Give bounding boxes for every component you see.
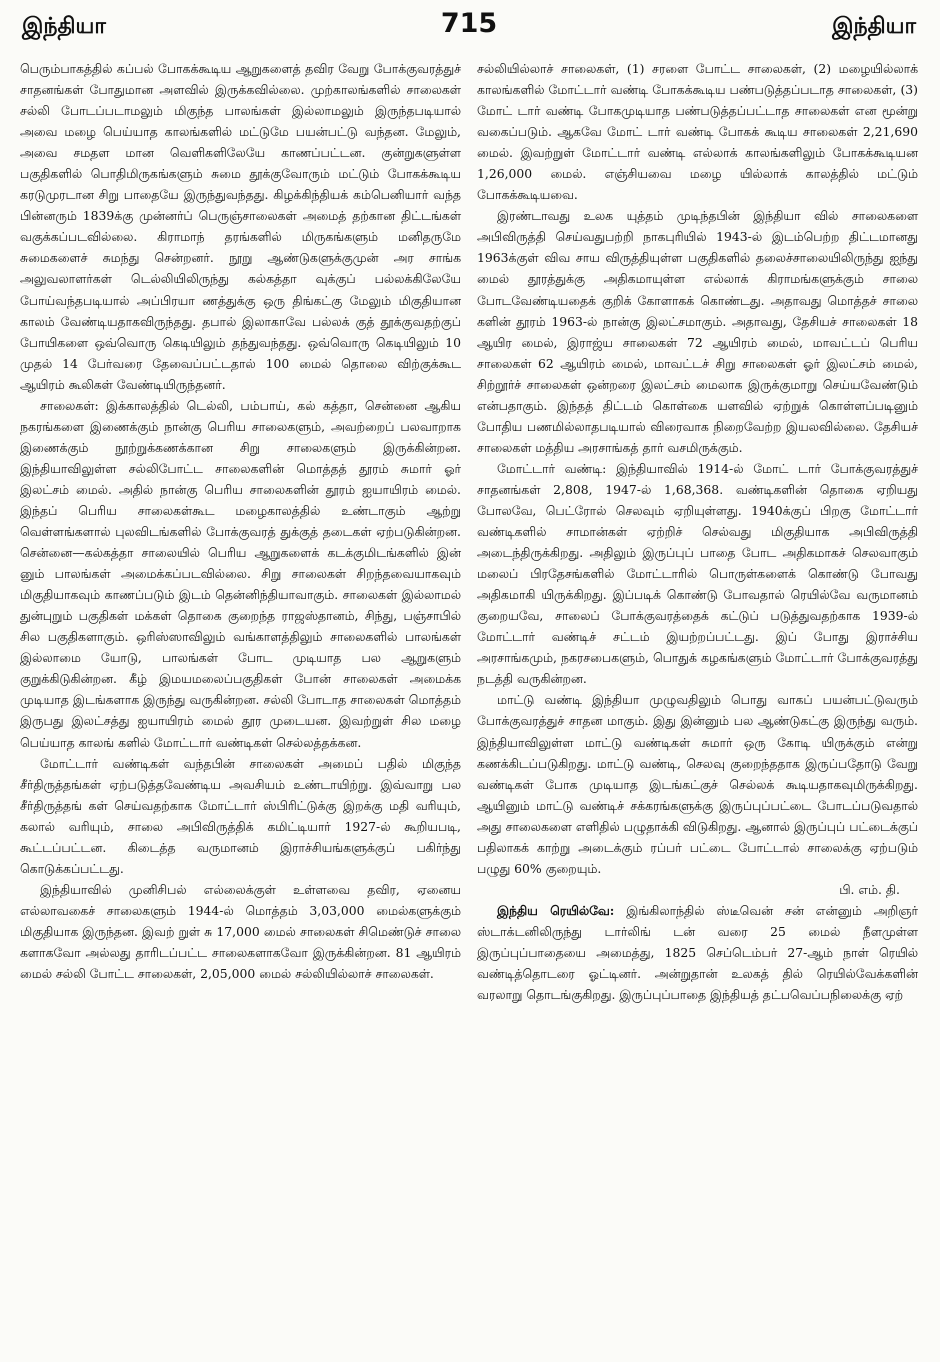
section-heading: இந்திய ரெயில்வே: [497,902,615,918]
paragraph: சாலைகள்: இக்காலத்தில் டெல்லி, பம்பாய், கல் கத்தா, சென்னை ஆகிய நகரங்களை இணைக்கும் நான்கு பெரிய சாலைகளும், அவற்றைப் பலவாறாக இணைக்கும் நூற்றுக்கணக்கான சிறு சாலைகளும் இருக்கின்றன. இந்தியாவிலுள்ள சல்லிபோட்ட சாலைகளின் மொத்தத் தூரம் சுமார் ஓர் இலட்சம் மைல். அதில் நான்கு பெரிய சாலைகளின் தூரம் ஐயாயிரம் மைல். இந்தப் பெரிய சாலைகள்கூட மழைகாலத்தில் உண்டாகும் ஆற்று வெள்ளங்களால் புலவிடங்களில் போக்குவரத் துக்குத் தடைகள் ஏற்படுகின்றன. சென்னை—கல்கத்தா சாலையில் பெரிய ஆறுகளைக் கடக்குமிடங்களில் இன் னும் பாலங்கள் அமைக்கப்படவில்லை. சிறு சாலைகள் சிறந்தவையாகவும் மிகுதியாகவும் காணப்படும் இடம் தென்னிந்தியாவாகும். சாலைகள் இல்லாமல் துன்புறும் பகுதிகள் மக்கள் தொகை குறைந்த ராஜஸ்தானம், சிந்து, பஞ்சாபில் சில பகுதிகளாகும். ஒரிஸ்ஸாவிலும் வங்காளத்திலும் சாலைகளில் பாலங்கள் இல்லாமை யோடு, பாலங்கள் போட முடியாத பல ஆறுகளும் குறுக்கிடுகின்றன. கீழ் இமயமலைப்பகுதிகள் போன் சாலைகள் அமைக்க முடியாத இடங்களாக இருந்து வருகின்றன. சல்லி போடாத சாலைகள் மொத்தம் இருபது இலட்சத்து ஐயாயிரம் மைல் தூர முடையன. இவற்றுள் சில மழை பெய்யாத காலங் களில் மோட்டார் வண்டிகள் செல்லத்தக்கன. [20,397,461,750]
author-initials: பி. எம். தி. [839,881,900,897]
paragraph: மோட்டார் வண்டி: இந்தியாவில் 1914-ல் மோட் டார் போக்குவரத்துச் சாதனங்கள் 2,808, 1947-ல் 1,68,368. வண்டிகளின் தொகை ஏறியது போலவே, பெட்ரோல் செலவும் ஏறியுள்ளது. 1940க்குப் பிறகு மோட்டார் வண்டிகளில் சாமான்கள் ஏற்றிச் செல்வது மிகுதியாக அபிவிருத்தி அடைந்திருக்கிறது. அதிலும் இருப்புப் பாதை போட அதிகமாகச் செலவாகும் மலைப் பிரதேசங்களில் மோட்டாரில் பொருள்களைக் கொண்டு போவது அதிகமாகி யிருக்கிறது. இப்படிக் கொண்டு போவதால் ரெயில்வே வருமானம் குறையவே, சாலைப் போக்குவரத்தைக் கட்டுப் படுத்துவதற்காக 1939-ல் மோட்டார் வண்டிச் சட்டம் இயற்றப்பட்டது. இப் போது இராச்சிய அரசாங்கமும், நகரசபைகளும், பொதுக் கழகங்களும் மோட்டார் போக்குவரத்து நடத்தி வருகின்றன. [477,460,918,687]
railway-paragraph [477,900,918,1005]
paragraph: இந்தியாவில் முனிசிபல் எல்லைக்குள் உள்ளவை தவிர, ஏனைய எல்லாவகைச் சாலைகளும் 1944-ல் மொத்தம் 3,03,000 மைல்களுக்கும் மிகுதியாக இருந்தன. இவற் றுள் சு 17,000 மைல் சாலைகள் சிமெண்டுச் சாலை களாகவோ அல்லது தாரிடப்பட்ட சாலைகளாகவோ இருக்கின்றன. 81 ஆயிரம் மைல் சல்லி போட்ட சாலைகள், 2,05,000 மைல் சல்லியில்லாச் சாலைகள். [20,881,461,982]
railway-text: இங்கிலாந்தில் ஸ்டீவென் சன் என்னும் அறிஞர் ஸ்டாக்டனிலிருந்து டார்லிங் டன் வரை 25 மைல் நீளமுள்ள இருப்புப்பாதையை அமைத்து, 1825 செப்டெம்பர் 27-ஆம் நாள் ரெயில் வண்டித்தொடரை ஓட்டினர். அன்றுதான் உலகத் தில் ரெயில்வேக்களின் வரலாறு தொடங்குகிறது. இருப்புப்பாதை இந்தியத் தட்பவெப்பநிலைக்கு ஏற் [477,902,918,1003]
right-column [477,58,918,1005]
left-column [20,58,461,1005]
running-head-right: இந்தியா [832,14,916,39]
text-columns [20,58,918,1005]
paragraph: மோட்டார் வண்டிகள் வந்தபின் சாலைகள் அமைப் பதில் மிகுந்த சீர்திருத்தங்கள் ஏற்படுத்தவேண்டிய அவசியம் உண்டாயிற்று. இவ்வாறு பல சீர்திருத்தங் கள் செய்வதற்காக மோட்டார் ஸ்பிரிட்டுக்கு இறக்கு மதி வரியும், கலால் வரியும், சாலை அபிவிருத்திக் கமிட்டியார் 1927-ல் கூறியபடி, கூட்டப்பட்டன. கிடைத்த வருமானம் இராச்சியங்களுக்குப் பகிர்ந்து கொடுக்கப்பட்டது. [20,755,461,876]
paragraph: சல்லியில்லாச் சாலைகள், (1) சரளை போட்ட சாலைகள், (2) மழையில்லாக் காலங்களில் மோட்டார் வண்டி போகக்கூடிய பண்படுத்தப்படாத சாலைகள், (3) மோட் டார் வண்டி போகமுடியாத பண்படுத்தப்பட்டாத சாலைகள் என மூன்று வகைப்படும். ஆகவே மோட் டார் வண்டி போகக் கூடிய சாலைகள் 2,21,690 மைல். இவற்றுள் மோட்டார் வண்டி எல்லாக் காலங்களிலும் போகக்கூடியன 1,26,000 மைல். எஞ்சியவை மழை யில்லாக் காலத்தில் மட்டும் போகக்கூடியவை. [477,61,918,203]
page-number: 715 [440,8,498,39]
running-head-left: இந்தியா [22,14,106,39]
paragraph: இரண்டாவது உலக யுத்தம் முடிந்தபின் இந்தியா வில் சாலைகளை அபிவிருத்தி செய்வதுபற்றி நாகபுரியில் 1943-ல் இடம்பெற்ற திட்டமானது 1963க்குள் விவ சாய விருத்தியுள்ள பகுதிகளில் தலைச்சாலையிலிருந்து ஐந்து மைல் தூரத்துக்கு அதிகமாயுள்ள எல்லாக் கிராமங்களுக்கும் சாலை போடவேண்டியதைக் குறிக் கோளாகக் கொண்டது. அதாவது மொத்தச் சாலை களின் தூரம் 1963-ல் நான்கு இலட்சமாகும். அதாவது, தேசியச் சாலைகள் 18 ஆயிர மைல், இராஜ்ய சாலைகள் 72 ஆயிரம் மைல், மாவட்டப் பெரிய சாலைகள் 62 ஆயிரம் மைல், மாவட்டச் சிறு சாலைகள் ஓர் இலட்சம் மைல், சிற்றூர்ச் சாலைகள் ஒன்றரை இலட்சம் மைலாக இருக்குமாறு செய்யவேண்டும் என்பதாகும். இந்தத் திட்டம் கொள்கை யளவில் ஏற்றுக் கொள்ளப்படினும் போதிய பணமில்லாதபடியால் விரைவாக நிறைவேற்ற இயலவில்லை. தேசியச் சாலைகள் மத்திய அரசாங்கத் தார் வசமிருக்கும். [477,208,918,455]
page-header [20,8,918,58]
paragraph: பெரும்பாகத்தில் கப்பல் போகக்கூடிய ஆறுகளைத் தவிர வேறு போக்குவரத்துச் சாதனங்கள் போதுமான அளவில் இருக்கவில்லை. முற்காலங்களில் சாலைகள் சல்லி போடப்படாமலும் மிகுந்த பாலங்கள் இல்லாமலும் இருந்தபடியால் அவை மழை பெய்யாத காலங்களில் மட்டுமே பயன்பட்டு வந்தன. மேலும், அவை சமதள மான வெளிகளிலேயே காணப்பட்டன. குன்றுகளுள்ள பகுதிகளில் பொதிமிருகங்களும் சுமை தூக்குவோரும் மட்டும் போகக்கூடிய கரடுமுரடான சிறு பாதையே இருந்துவந்தது. கிழக்கிந்தியக் கம்பெனியார் வந்த பின்னரும் 1839க்கு முன்னர்ப் பெருஞ்சாலைகள் அமைத் தற்கான திட்டங்கள் வகுக்கப்படவில்லை. கிராமாந் தரங்களில் மிருகங்களும் மனிதருமே சுமைகளைச் சுமந்து சென்றனர். நூறு ஆண்டுகளுக்குமுன் அர சாங்க அலுவலாளர்கள் டெல்லியிலிருந்து கல்கத்தா வுக்குப் பல்லக்கிலேயே போய்வந்தபடியால் அப்பிரயா ணத்துக்கு ஒரு திங்கட்கு மேலும் மிகுதியான காலம் வேண்டியதாகவிருந்தது. தபால் இலாகாவே பல்லக் குத் தூக்குவதற்குப் போயிகளை ஒவ்வொரு கெடியிலும் தந்துவந்தது. ஒவ்வொரு கெடியிலும் 10 முதல் 14 பேர்வரை தேவைப்பட்டதால் 100 மைல் தொலை விற்குக்கூட ஆயிரம் கூலிகள் வேண்டியிருந்தனர். [20,61,461,392]
paragraph: மாட்டு வண்டி இந்தியா முழுவதிலும் பொது வாகப் பயன்பட்டுவரும் போக்குவரத்துச் சாதன மாகும். இது இன்னும் பல ஆண்டுகட்கு இருந்து வரும். இந்தியாவிலுள்ள மாட்டு வண்டிகள் சுமார் ஒரு கோடி யிருக்கும் என்று கணக்கிடப்படுகிறது. மாட்டு வண்டி, செலவு குறைந்ததாக இருப்பதோடு வேறு வண்டிகள் போக முடியாத இடங்கட்குச் செல்லக் கூடியதாகவுமிருக்கிறது. ஆயினும் மாட்டு வண்டிச் சக்கரங்களுக்கு இருப்புப்பட்டை போடப்படுவதால் அது சாலைகளை எளிதில் பழுதாக்கி விடுகிறது. ஆனால் இருப்புப் பட்டைக்குப் பதிலாகக் காற்று அடைக்கும் ரப்பர் பட்டை போட்டால் சாலைக்கு ஏற்படும் பழுது 60% குறையும். [477,692,918,876]
